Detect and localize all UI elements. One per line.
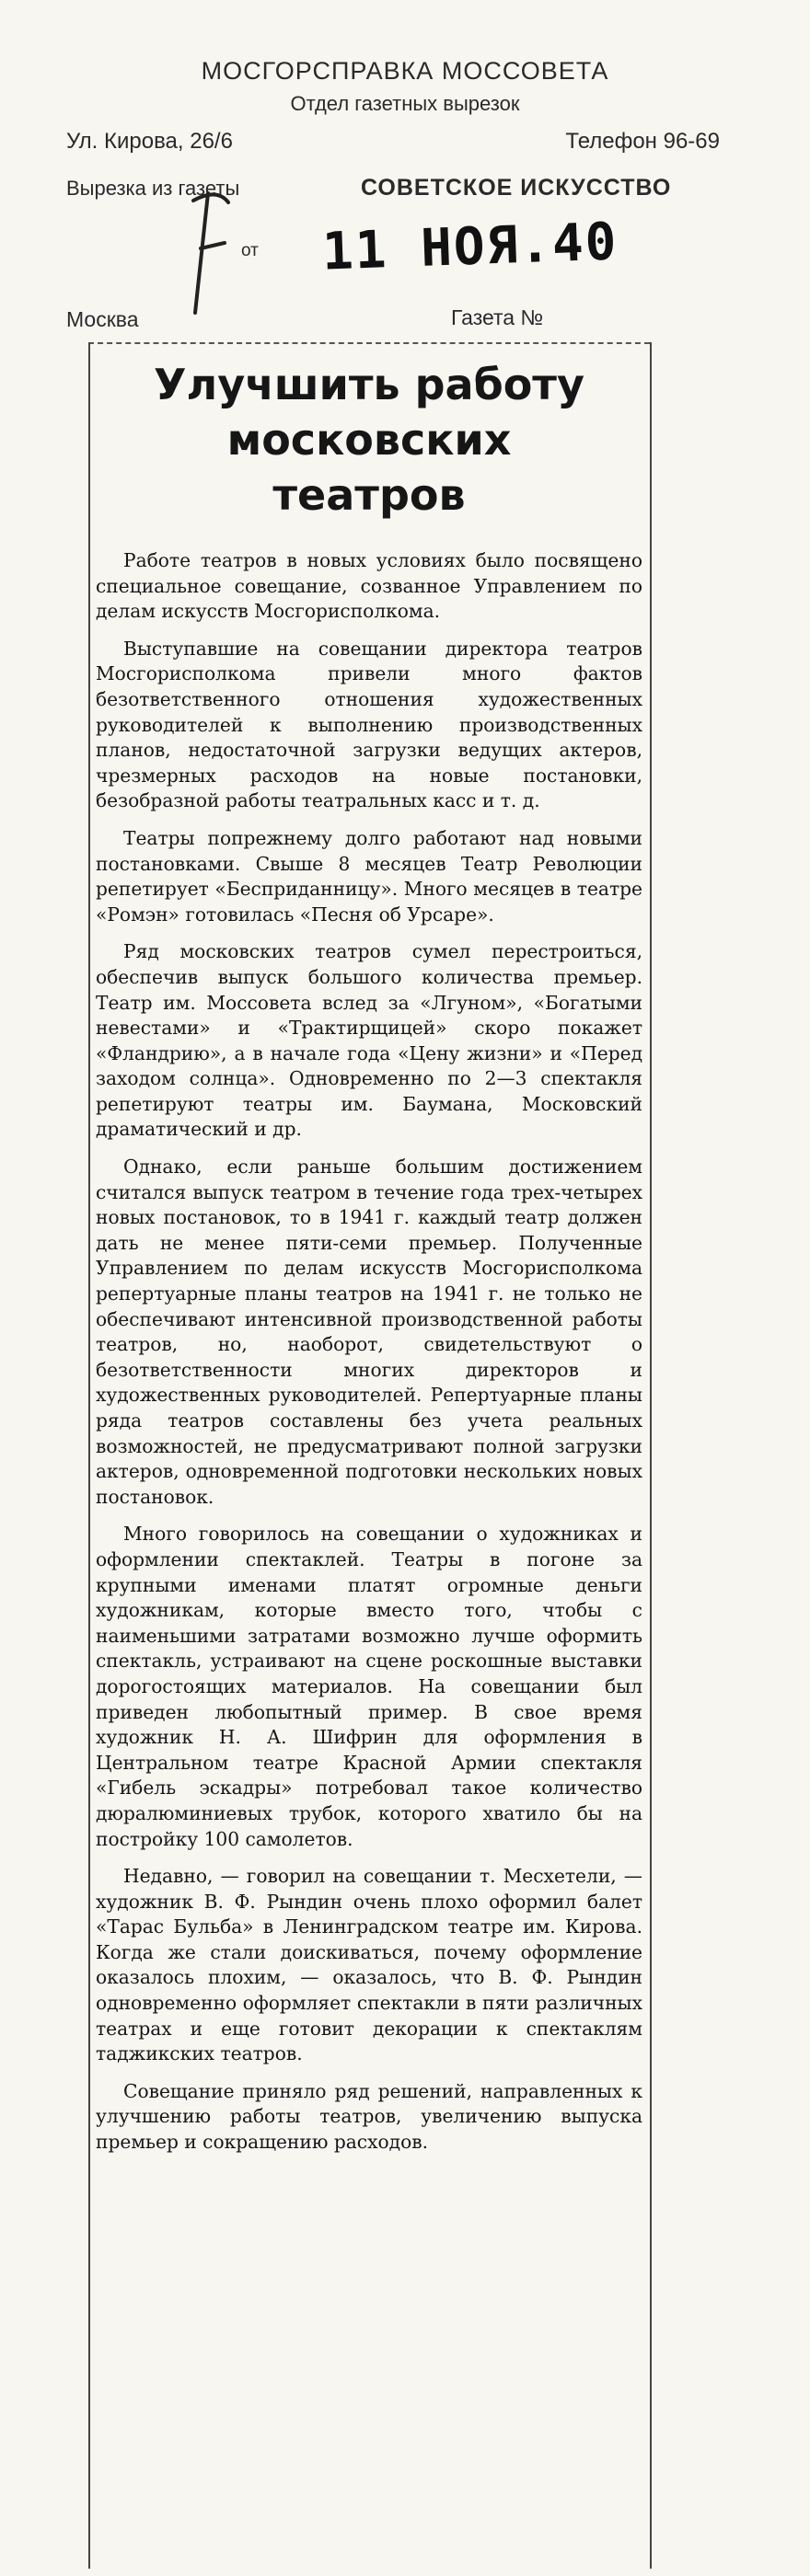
article-paragraph: Много говорилось на совещании о художниках и оформлении спектаклей. Театры в погоне за крупными именами платят огромные деньги художникам, которые вместо того, чтобы с наименьшими затратами возможно лучше оформить спектакль, устраивают на сцене роскошные выставки дорогостоящих материалов. На совещании был приведен любопытный пример. В свое время художник Н. А. Шифрин для оформления в Центральном театре Красной Армии спектакля «Гибель эскадры» потребовал такое количество дюралюминиевых трубок, которого хватило бы на постройку 100 самолетов. — [96, 1523, 642, 1850]
article-body — [96, 548, 642, 2168]
clipping-label: Вырезка из газеты — [66, 177, 240, 200]
column-frame-left — [88, 342, 90, 2569]
article-paragraph: Выступавшие на совещании директора театров Мосгорисполкома привели много фактов безответственного отношения художественных руководителей к выполнению производственных планов, недостаточной загрузки ведущих актеров, чрезмерных расходов на новые постановки, безобразной работы театральных касс и т. д. — [96, 637, 642, 812]
article-paragraph: Работе театров в новых условиях было посвящено специальное совещание, созванное Управлением по делам искусств Мосгорисполкома. — [96, 549, 642, 623]
newspaper-name: СОВЕТСКОЕ ИСКУССТВО — [361, 175, 672, 201]
article-paragraph: Недавно, — говорил на совещании т. Месхетели, — художник В. Ф. Рындин очень плохо оформил балет «Тарас Бульба» в Ленинградском театре им. Кирова. Когда же стали доискиваться, почему оформление оказалось плохим, — оказалось, что В. Ф. Рындин одновременно оформляет спектакли в пяти различных театрах и еще готовит декорации к спектаклям таджикских театров. — [96, 1865, 642, 2065]
agency-phone: Телефон 96-69 — [565, 129, 720, 154]
date-from-label: от — [241, 241, 259, 260]
article-paragraph: Совещание приняло ряд решений, направленных к улучшению работы театров, увеличению выпуска премьер и сокращению расходов. — [96, 2079, 642, 2154]
agency-address: Ул. Кирова, 26/6 — [66, 129, 233, 154]
article-title — [92, 357, 646, 523]
article-paragraph: Однако, если раньше большим достижением считался выпуск театром в течение года трех-четырех новых постановок, то в 1941 г. каждый театр должен дать не менее пяти-семи премьер. Полученные Управлением по делам искусств Мосгорисполкома репертуарные планы театров на 1941 г. не только не обеспечивают интенсивной производственной работы театров, но, наоборот, свидетельствуют о безответственности многих директоров и художественных руководителей. Репертуарные планы ряда театров составлены без учета реальных возможностей, не предусматривают полной загрузки актеров, одновременной подготовки нескольких новых постановок. — [96, 1156, 642, 1508]
city-label: Москва — [66, 307, 139, 331]
date-stamp: 11 НОЯ.40 — [320, 212, 619, 282]
handwritten-mark — [180, 184, 245, 322]
article-paragraph: Ряд московских театров сумел перестроиться, обеспечив выпуск большого количества премьер. Театр им. Моссовета вслед за «Лгуном», «Богатыми невестами» и «Трактирщицей» скоро покажет «Фландрию», а в начале года «Цену жизни» и «Перед заходом солнца». Одновременно по 2—3 спектакля репетируют театры им. Баумана, Московский драматический и др. — [96, 940, 642, 1141]
title-line: московских — [226, 415, 512, 465]
agency-name: МОСГОРСПРАВКА МОССОВЕТА — [201, 57, 609, 85]
gazeta-number-label: Газета № — [451, 305, 544, 329]
column-frame-right — [650, 342, 652, 2569]
title-line: Улучшить работу — [154, 360, 584, 409]
article-paragraph: Театры попрежнему долго работают над новыми постановками. Свыше 8 месяцев Театр Революции репетирует «Бесприданницу». Много месяцев в театре «Ромэн» готовилась «Песня об Урсаре». — [96, 826, 642, 926]
department-name: Отдел газетных вырезок — [290, 92, 520, 115]
column-frame-top — [88, 342, 650, 344]
title-line: театров — [272, 470, 466, 520]
